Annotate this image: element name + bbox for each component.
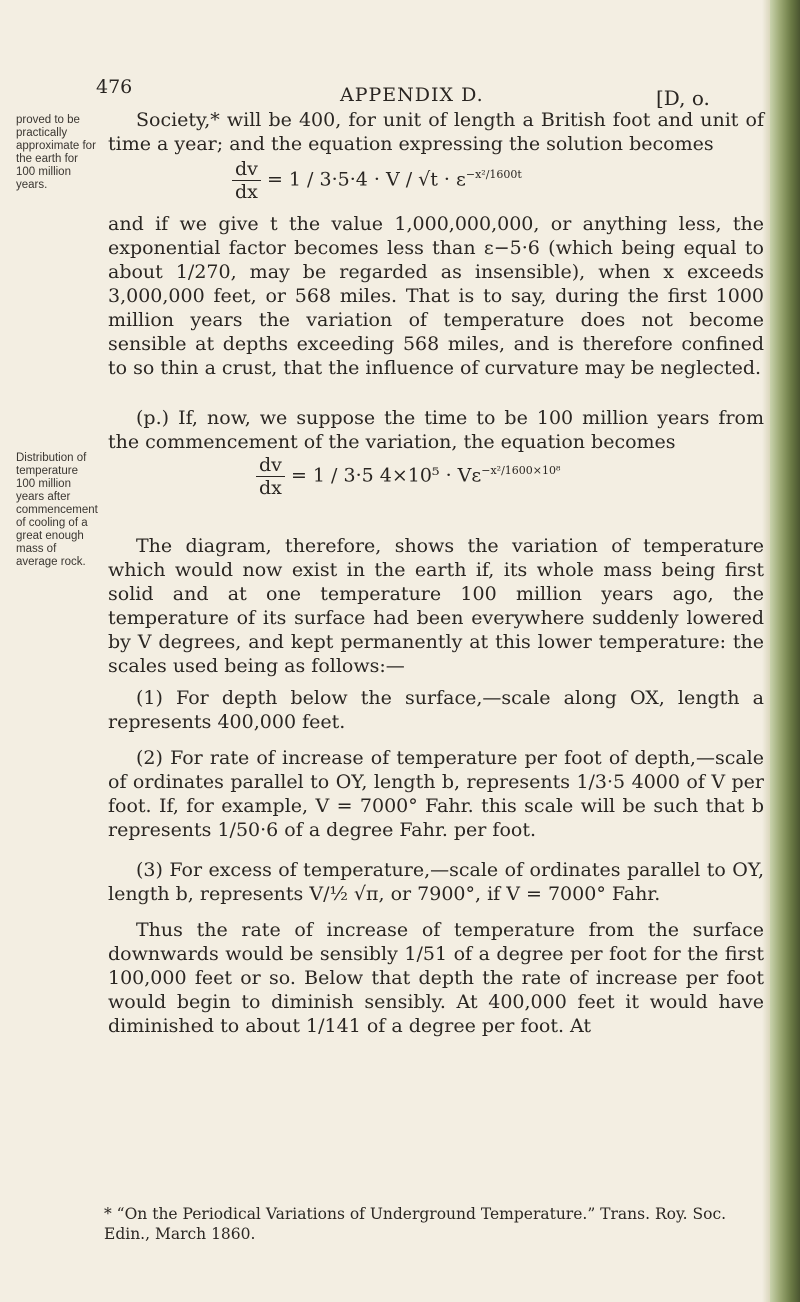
eq2-lhs: $\frac{dv}{dx}$ (256, 454, 285, 499)
equation-1 (232, 158, 522, 203)
scale-item-1: (1) For depth below the surface,—scale along OX, length a represents 400,000 feet. (108, 687, 764, 733)
running-head: APPENDIX D. (340, 84, 484, 106)
scale-item-3: (3) For excess of temperature,—scale of ordinates parallel to OY, length b, represents V/½ √π, or 7900°, if V = 7000° Fahr. (108, 859, 764, 905)
scale-item-2: (2) For rate of increase of temperature per foot of depth,—scale of ordinates parallel to OY, length b, represents 1/3·5 4000 of V per foot. If, for example, V = 7000° Fahr. this scale will be such that b represents 1/50·6 of a degree Fahr. per foot. (108, 747, 764, 841)
paragraph-p: (p.) If, now, we suppose the time to be 100 million years from the commencement of the variation, the equation becomes (108, 407, 764, 453)
paragraph-exponential: and if we give t the value 1,000,000,000, or anything less, the exponential factor becomes less than ε−5·6 (which being equal to about 1/270, may be regarded as insensible), when x exceeds 3,000,000 feet, or 568 miles. That is to say, during the first 1000 million years the variation of temperature does not become sensible at depths exceeding 568 miles, and is therefore confined to so thin a crust, that the influence of curvature may be neglected. (108, 213, 764, 379)
eq2-exponent: −x²/1600×10⁸ (481, 464, 561, 478)
margin-note-approximation: proved to be practically approximate for the earth for 100 million years. (16, 114, 96, 191)
paragraph-society: Society,* will be 400, for unit of length a British foot and unit of time a year; and the equation expressing the solution becomes (108, 109, 764, 155)
margin-note-distribution: Distribution of temperature 100 million years after commencement of cooling of a great enough mass of average rock. (16, 452, 98, 568)
equation-2 (256, 454, 560, 499)
eq2-rhs: = 1 / 3·5 4×10⁵ · Vε (290, 464, 482, 487)
footnote: * “On the Periodical Variations of Underground Temperature.” Trans. Roy. Soc. Edin., March 1860. (104, 1205, 727, 1243)
page-number: 476 (96, 76, 133, 98)
eq1-rhs: = 1 / 3·5·4 · V / √t · ε (266, 168, 466, 191)
paragraph-diagram: The diagram, therefore, shows the variation of temperature which would now exist in the earth if, its whole mass being first solid and at one temperature 100 million years ago, the temperature of its surface had been everywhere suddenly lowered by V degrees, and kept permanently at this lower temperature: the scales used being as follows:— (108, 535, 764, 677)
section-mark: [D, o. (656, 86, 710, 110)
paragraph-thus: Thus the rate of increase of temperature from the surface downwards would be sensibly 1/51 of a degree per foot for the first 100,000 feet or so. Below that depth the rate of increase per foot would begin to diminish sensibly. At 400,000 feet it would have diminished to about 1/141 of a degree per foot. At (108, 919, 764, 1037)
eq1-lhs: $\frac{dv}{dx}$ (232, 158, 261, 203)
eq1-exponent: −x²/1600t (465, 168, 522, 182)
book-cover-edge (770, 0, 800, 1302)
